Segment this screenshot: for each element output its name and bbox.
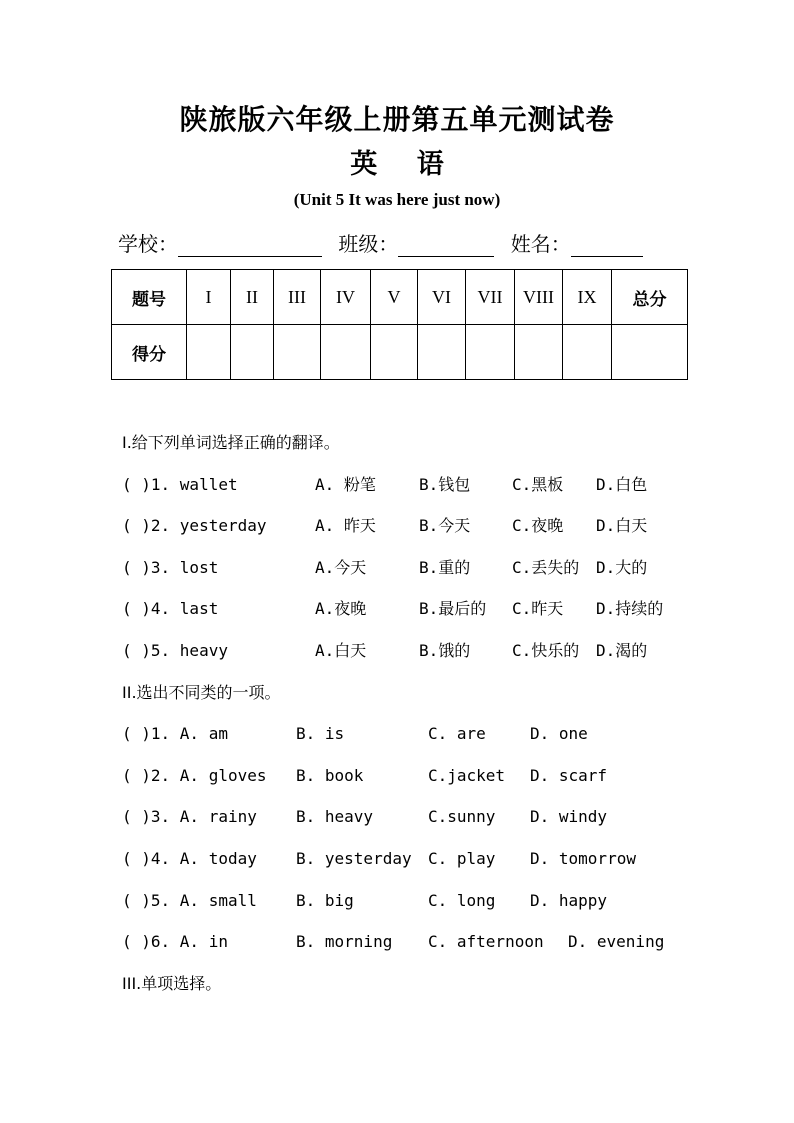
question-stem: ( )2. yesterday bbox=[122, 516, 267, 536]
section-1-title: I.给下列单词选择正确的翻译。 bbox=[122, 433, 340, 452]
option-b: B.饿的 bbox=[419, 640, 471, 660]
score-cell bbox=[371, 325, 418, 380]
score-cell bbox=[418, 325, 466, 380]
option-b: B. heavy bbox=[296, 807, 374, 827]
option-b: B. big bbox=[296, 890, 354, 910]
option-d: D.白天 bbox=[596, 516, 648, 536]
exam-subtitle: (Unit 5 It was here just now) bbox=[293, 190, 501, 209]
total-label: 总分 bbox=[612, 270, 688, 325]
option-c: C.昨天 bbox=[512, 599, 564, 619]
score-cell bbox=[231, 325, 274, 380]
question-stem: ( )6. A. in bbox=[122, 932, 228, 952]
question-row bbox=[122, 848, 722, 890]
option-d: D. tomorrow bbox=[530, 848, 636, 868]
question-row bbox=[122, 515, 722, 557]
question-stem: ( )5. A. small bbox=[122, 890, 257, 910]
option-a: A.今天 bbox=[315, 557, 367, 577]
option-b: B.钱包 bbox=[419, 474, 471, 494]
school-label: 学校： bbox=[118, 232, 178, 256]
score-cell bbox=[612, 325, 688, 380]
section-2-title: II.选出不同类的一项。 bbox=[122, 682, 281, 702]
question-row bbox=[122, 640, 722, 682]
question-row bbox=[122, 765, 722, 807]
option-c: C.丢失的 bbox=[512, 557, 580, 577]
column-label: I bbox=[187, 270, 231, 325]
option-b: B. book bbox=[296, 765, 364, 785]
column-label: VI bbox=[418, 270, 466, 325]
section-3-title: III.单项选择。 bbox=[122, 973, 222, 993]
option-d: D.大的 bbox=[596, 557, 648, 577]
option-c: C.sunny bbox=[428, 807, 496, 827]
question-stem: ( )2. A. gloves bbox=[122, 765, 267, 785]
score-cell bbox=[321, 325, 371, 380]
question-stem: ( )1. A. am bbox=[122, 724, 228, 744]
option-c: C. long bbox=[428, 890, 496, 910]
name-label: 姓名： bbox=[510, 232, 571, 256]
name-blank bbox=[571, 234, 643, 257]
question-stem: ( )4. last bbox=[122, 599, 219, 619]
column-label: IX bbox=[563, 270, 612, 325]
option-d: D. happy bbox=[530, 890, 608, 910]
option-b: B. is bbox=[296, 724, 345, 744]
option-a: A.白天 bbox=[315, 640, 367, 660]
score-table-score-row bbox=[112, 325, 688, 380]
option-c: C.黑板 bbox=[512, 474, 564, 494]
option-c: C. play bbox=[428, 848, 496, 868]
score-cell bbox=[466, 325, 515, 380]
exam-body bbox=[122, 432, 722, 1014]
column-label: IV bbox=[321, 270, 371, 325]
option-c: C. are bbox=[428, 724, 486, 744]
question-stem: ( )4. A. today bbox=[122, 848, 257, 868]
exam-title: 陕旅版六年级上册第五单元测试卷 bbox=[179, 103, 615, 136]
column-label: VIII bbox=[515, 270, 563, 325]
question-stem: ( )1. wallet bbox=[122, 474, 238, 494]
question-stem: ( )5. heavy bbox=[122, 640, 228, 660]
option-b: B.重的 bbox=[419, 557, 471, 577]
column-label: VII bbox=[466, 270, 515, 325]
score-cell bbox=[274, 325, 321, 380]
column-label: V bbox=[371, 270, 418, 325]
option-c: C. afternoon bbox=[428, 932, 544, 952]
option-b: B. yesterday bbox=[296, 848, 412, 868]
option-b: B.今天 bbox=[419, 516, 471, 536]
question-row bbox=[122, 598, 722, 640]
score-cell bbox=[563, 325, 612, 380]
student-info bbox=[118, 228, 678, 257]
question-stem: ( )3. lost bbox=[122, 557, 219, 577]
option-c: C.快乐的 bbox=[512, 640, 580, 660]
option-d: D. evening bbox=[568, 932, 665, 952]
score-cell bbox=[187, 325, 231, 380]
question-row bbox=[122, 931, 722, 973]
score-table-header-row bbox=[112, 270, 688, 325]
question-row bbox=[122, 723, 722, 765]
score-cell bbox=[515, 325, 563, 380]
question-row bbox=[122, 890, 722, 932]
question-row bbox=[122, 557, 722, 599]
question-number-label: 题号 bbox=[112, 270, 187, 325]
column-label: II bbox=[231, 270, 274, 325]
option-a: A. 昨天 bbox=[315, 516, 376, 536]
option-b: B.最后的 bbox=[419, 599, 487, 619]
option-a: A. 粉笔 bbox=[315, 474, 376, 494]
option-d: D.持续的 bbox=[596, 599, 664, 619]
option-d: D.白色 bbox=[596, 474, 648, 494]
option-d: D.渴的 bbox=[596, 640, 648, 660]
option-c: C.夜晚 bbox=[512, 516, 564, 536]
option-c: C.jacket bbox=[428, 765, 506, 785]
school-blank bbox=[178, 234, 322, 257]
question-row bbox=[122, 474, 722, 516]
class-blank bbox=[398, 234, 494, 257]
question-stem: ( )3. A. rainy bbox=[122, 807, 257, 827]
option-d: D. scarf bbox=[530, 765, 608, 785]
score-label: 得分 bbox=[112, 325, 187, 380]
question-row bbox=[122, 806, 722, 848]
score-table bbox=[111, 269, 688, 380]
exam-subject: 英 语 bbox=[350, 149, 444, 180]
option-d: D. windy bbox=[530, 807, 608, 827]
option-a: A.夜晚 bbox=[315, 599, 367, 619]
column-label: III bbox=[274, 270, 321, 325]
option-d: D. one bbox=[530, 724, 588, 744]
option-b: B. morning bbox=[296, 932, 393, 952]
class-label: 班级： bbox=[338, 232, 399, 256]
